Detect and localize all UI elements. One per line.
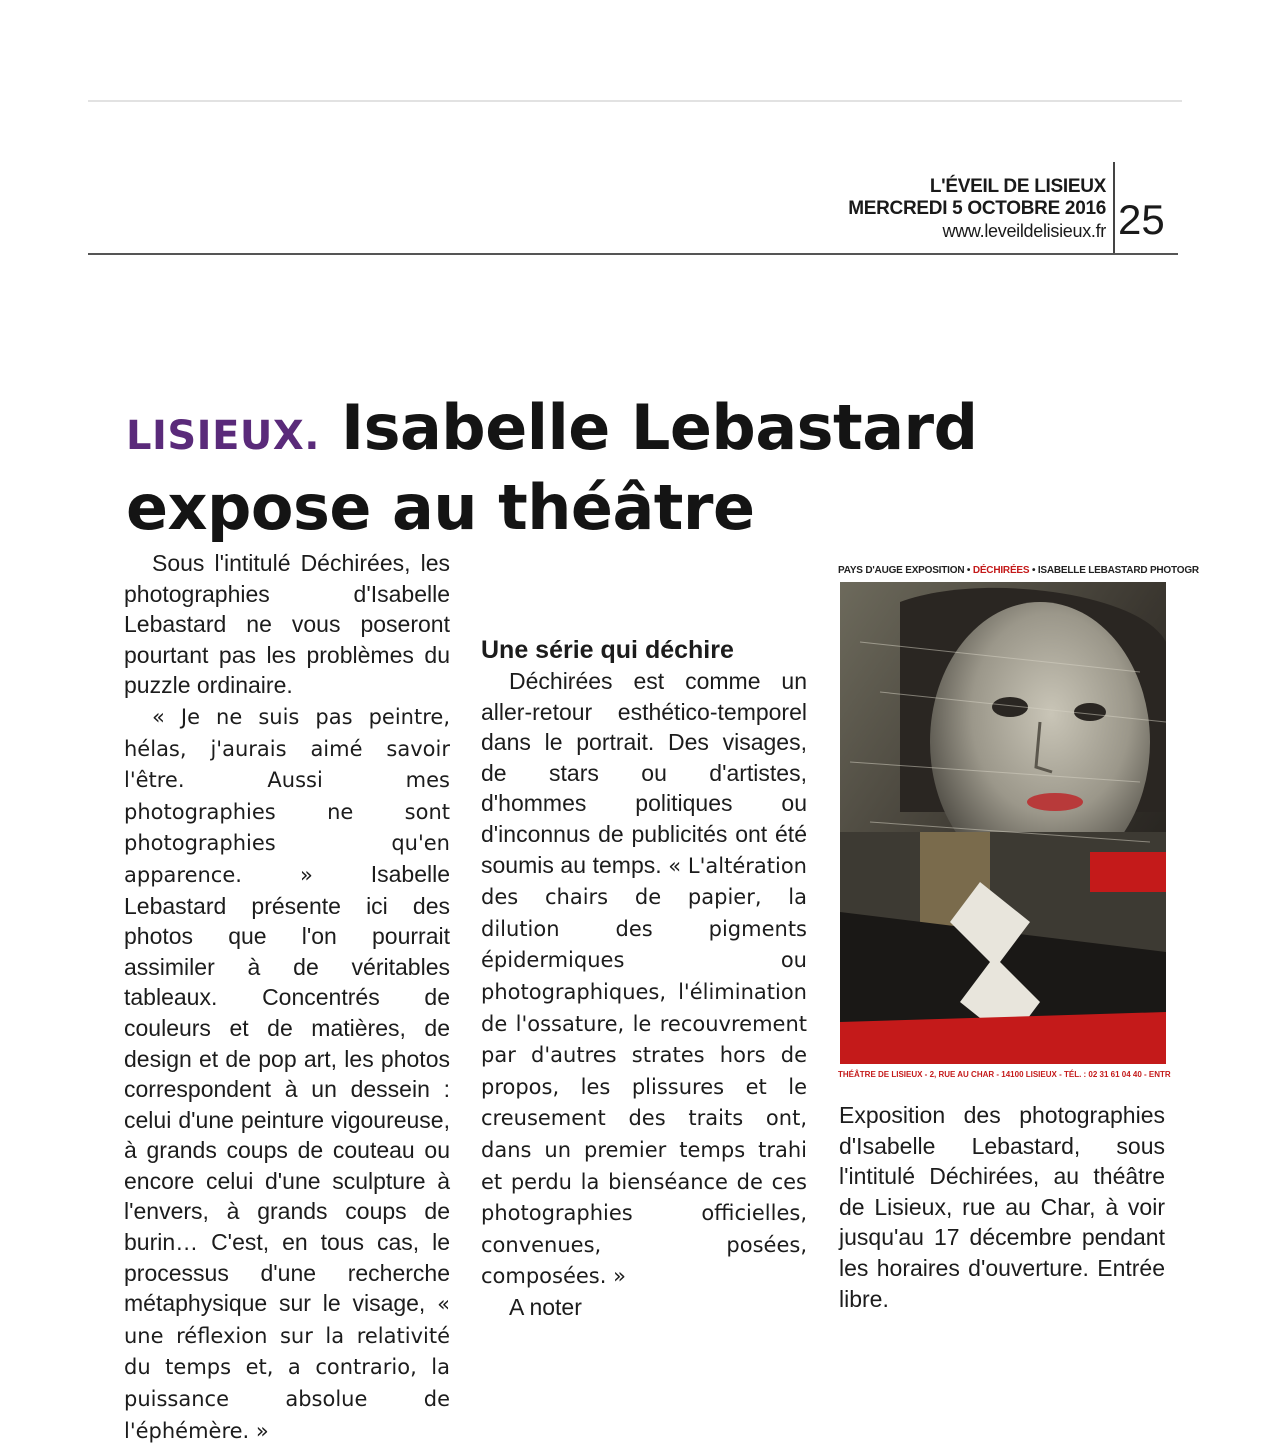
article-column-2-text: [481, 610, 807, 1322]
poster-header: PAYS D'AUGE EXPOSITION • DÉCHIRÉES • ISABELLE LEBASTARD PHOTOGR: [838, 565, 1199, 576]
issue-date: MERCREDI 5 OCTOBRE 2016: [848, 198, 1106, 219]
paper-name: L'ÉVEIL DE LISIEUX: [929, 176, 1106, 197]
paragraph-quote: [124, 701, 450, 1446]
note-heading: A noter: [509, 1293, 582, 1320]
artist-quote: « Je ne suis pas peintre, hélas, j'aurais aimé savoir l'être. Aussi mes photographies ne sont photographies qu'en apparence. »: [124, 704, 450, 887]
artist-quote-2: « une réflexion sur la relativité du temps et, a contrario, la puissance absolue de l'éphémère. »: [124, 1292, 450, 1443]
masthead-divider: [1113, 162, 1115, 254]
headline-kicker: LISIEUX.: [126, 413, 320, 459]
paper-url[interactable]: www.leveildelisieux.fr: [942, 221, 1106, 241]
alteration-quote: « L'altération des chairs de papier, la dilution des pigments épidermiques ou photographiques, l'élimination de l'ossature, le recouvrement par d'autres strates hors de propos, les plissures et le creusement des traits ont, dans un premier temps trahi et perdu la bienséance de ces photographies officielles, convenues, posées, composées. »: [481, 853, 807, 1289]
poster-photo: [840, 582, 1166, 1064]
exhibition-note: Exposition des photographies d'Isabelle Lebastard, sous l'intitulé Déchirées, au théâtre de Lisieux, rue au Char, à voir jusqu'au 17 décembre pendant les horaires d'ouverture. Entrée libre.: [839, 1102, 1165, 1312]
paragraph-body: Isabelle Lebastard présente ici des photos que l'on pourrait assimiler à de véritables tableaux. Concentrés de couleurs et de matières, de design et de pop art, les photos correspondent à un dessein : celui d'une peinture vigoureuse, à grands coups de couteau ou encore celui d'une sculpture à l'envers, à grands coups de burin… C'est, en tous cas, le processus d'une recherche métaphysique sur le visage,: [124, 860, 451, 1317]
top-rule: [88, 100, 1182, 102]
article-column-1: [124, 548, 450, 1446]
page-number: 25: [1118, 196, 1165, 243]
header-rule: [88, 253, 1178, 255]
poster-footer: THÉÂTRE DE LISIEUX - 2, RUE AU CHAR - 14100 LISIEUX - TÉL. : 02 31 61 04 40 - ENTR: [838, 1070, 1171, 1079]
paragraph-series: [481, 666, 807, 1292]
masthead: [848, 176, 1106, 242]
series-text: Déchirées est comme un aller-retour esthético-temporel dans le portrait. Des visages, de stars ou d'artistes, d'hommes politiques ou d'inconnus de publicités ont été soumis au temps.: [481, 668, 807, 878]
subheading: Une série qui déchire: [481, 636, 734, 664]
exhibition-poster: [838, 560, 1199, 1090]
headline-title: Isabelle Lebastard expose au théâtre: [126, 391, 978, 544]
paragraph-intro: Sous l'intitulé Déchirées, les photographies d'Isabelle Lebastard ne vous poseront pourtant pas les problèmes du puzzle ordinaire.: [124, 550, 450, 699]
headline: [126, 392, 1006, 544]
